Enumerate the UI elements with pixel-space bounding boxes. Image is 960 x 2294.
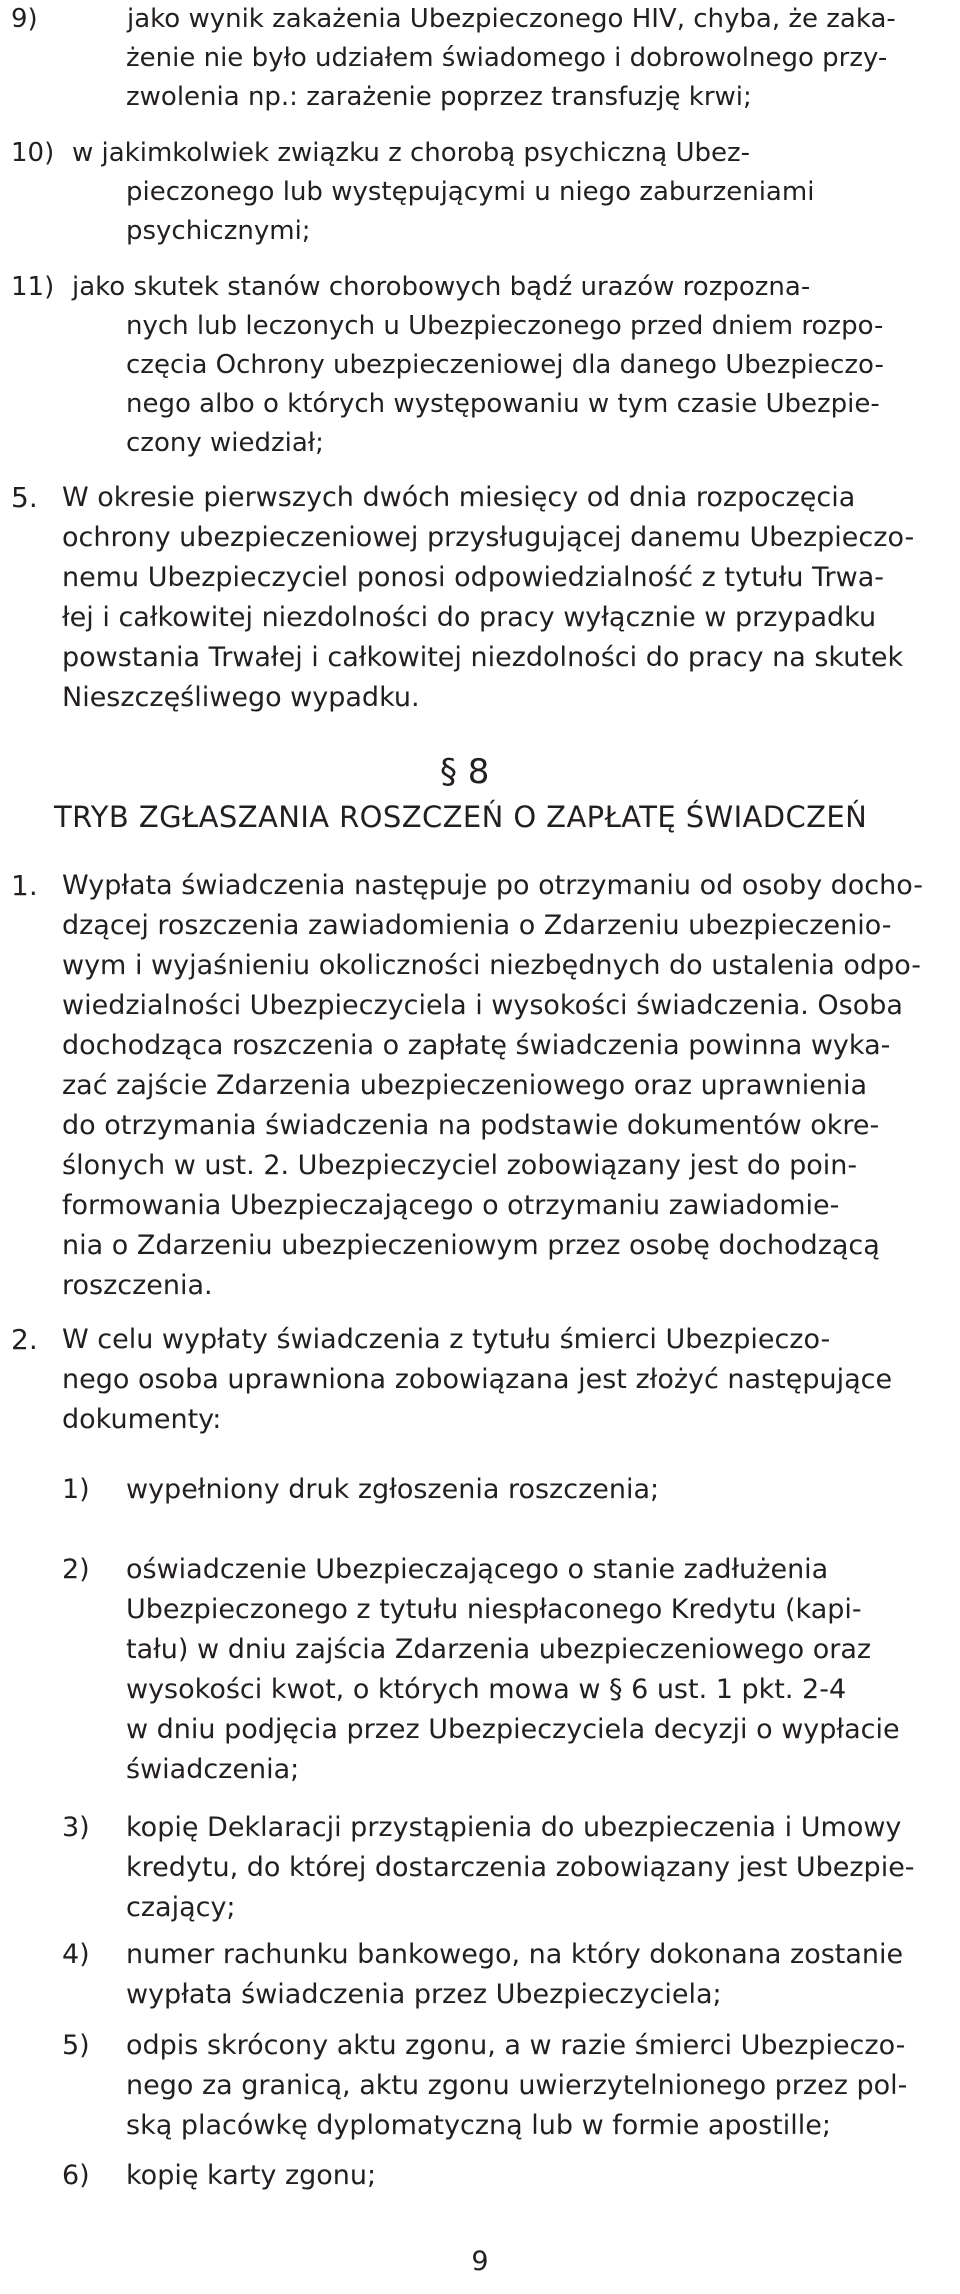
list-item-line: oświadczenie Ubezpieczającego o stanie zadłużenia xyxy=(126,1554,829,1585)
list-item-number: 1) xyxy=(62,1474,90,1505)
paragraph-text xyxy=(62,866,924,1306)
list-item-line: czający; xyxy=(126,1892,236,1923)
paragraph-line: formowania Ubezpieczającego o otrzymaniu zawiadomie- xyxy=(62,1190,840,1221)
list-item-line: tału) w dniu zajścia Zdarzenia ubezpieczeniowego oraz xyxy=(126,1634,872,1665)
paragraph-line: powstania Trwałej i całkowitej niezdolności do pracy na skutek xyxy=(62,642,904,673)
list-item-line: czony wiedział; xyxy=(126,428,324,458)
list-item-number: 9) xyxy=(11,4,38,34)
paragraph-line: łej i całkowitej niezdolności do pracy wyłącznie w przypadku xyxy=(62,602,877,633)
list-item-number: 10) xyxy=(11,138,55,168)
paragraph-text xyxy=(62,478,915,718)
list-item-number: 2) xyxy=(62,1554,90,1585)
paragraph-line: W okresie pierwszych dwóch miesięcy od dnia rozpoczęcia xyxy=(62,482,856,513)
list-item-line: kopię karty zgonu; xyxy=(126,2160,377,2191)
paragraph-line: wym i wyjaśnieniu okoliczności niezbędnych do ustalenia odpo- xyxy=(62,950,921,981)
paragraph-text xyxy=(62,1320,902,1440)
list-item-number: 3) xyxy=(62,1812,90,1843)
paragraph-line: roszczenia. xyxy=(62,1270,213,1301)
list-item-line: Ubezpieczonego z tytułu niespłaconego Kredytu (kapi- xyxy=(126,1594,862,1625)
list-item-line: nych lub leczonych u Ubezpieczonego przed dniem rozpo- xyxy=(126,311,884,341)
list-item-number: 6) xyxy=(62,2160,90,2191)
list-item-number: 5) xyxy=(62,2030,90,2061)
paragraph-line: dokumenty: xyxy=(62,1404,222,1435)
paragraph-line: Nieszczęśliwego wypadku. xyxy=(62,682,420,713)
list-item-line: częcia Ochrony ubezpieczeniowej dla danego Ubezpieczo- xyxy=(126,350,884,380)
paragraph-line: zać zajście Zdarzenia ubezpieczeniowego oraz uprawnienia xyxy=(62,1070,868,1101)
paragraph-line: ślonych w ust. 2. Ubezpieczyciel zobowiązany jest do poin- xyxy=(62,1150,858,1181)
paragraph-number: 1. xyxy=(11,869,38,902)
list-item-line: ską placówkę dyplomatyczną lub w formie apostille; xyxy=(126,2110,831,2141)
list-item-line: zwolenia np.: zarażenie poprzez transfuzję krwi; xyxy=(126,82,752,112)
list-item-line: wypełniony druk zgłoszenia roszczenia; xyxy=(126,1474,660,1505)
list-item-line: jako wynik zakażenia Ubezpieczonego HIV, chyba, że zaka- xyxy=(127,4,896,34)
list-item-line: pieczonego lub występującymi u niego zaburzeniami xyxy=(126,177,815,207)
list-item-line: wypłata świadczenia przez Ubezpieczyciela; xyxy=(126,1979,722,2010)
paragraph-line: W celu wypłaty świadczenia z tytułu śmierci Ubezpieczo- xyxy=(62,1324,831,1355)
list-item-number: 4) xyxy=(62,1939,90,1970)
paragraph-number: 2. xyxy=(11,1323,38,1356)
paragraph-line: Wypłata świadczenia następuje po otrzymaniu od osoby docho- xyxy=(62,870,924,901)
paragraph-number: 5. xyxy=(11,481,38,514)
list-item-line: świadczenia; xyxy=(126,1754,300,1785)
page-number: 9 xyxy=(471,2246,489,2277)
paragraph-line: nemu Ubezpieczyciel ponosi odpowiedzialność z tytułu Trwa- xyxy=(62,562,885,593)
paragraph-line: wiedzialności Ubezpieczyciela i wysokości świadczenia. Osoba xyxy=(62,990,903,1021)
paragraph-line: nego osoba uprawniona zobowiązana jest złożyć następujące xyxy=(62,1364,893,1395)
list-item-line: wysokości kwot, o których mowa w § 6 ust. 1 pkt. 2-4 xyxy=(126,1674,847,1705)
list-item-line: jako skutek stanów chorobowych bądź urazów rozpozna- xyxy=(72,272,811,302)
list-item-line: kopię Deklaracji przystąpienia do ubezpieczenia i Umowy xyxy=(126,1812,902,1843)
list-item-line: kredytu, do której dostarczenia zobowiązany jest Ubezpie- xyxy=(126,1852,915,1883)
list-item-number: 11) xyxy=(11,272,55,302)
paragraph-line: dzącej roszczenia zawiadomienia o Zdarzeniu ubezpieczenio- xyxy=(62,910,892,941)
list-item-line: psychicznymi; xyxy=(126,216,311,246)
list-item-line: odpis skrócony aktu zgonu, a w razie śmierci Ubezpieczo- xyxy=(126,2030,906,2061)
list-item-line: nego albo o których występowaniu w tym czasie Ubezpie- xyxy=(126,389,880,419)
list-item-line: nego za granicą, aktu zgonu uwierzytelnionego przez pol- xyxy=(126,2070,908,2101)
section-number: § 8 xyxy=(440,752,490,792)
section-title: TRYB ZGŁASZANIA ROSZCZEŃ O ZAPŁATĘ ŚWIADCZEŃ xyxy=(54,800,868,834)
list-item-line: w jakimkolwiek związku z chorobą psychiczną Ubez- xyxy=(72,138,751,168)
paragraph-line: nia o Zdarzeniu ubezpieczeniowym przez osobę dochodzącą xyxy=(62,1230,880,1261)
paragraph-line: ochrony ubezpieczeniowej przysługującej danemu Ubezpieczo- xyxy=(62,522,915,553)
paragraph-line: do otrzymania świadczenia na podstawie dokumentów okre- xyxy=(62,1110,880,1141)
paragraph-line: dochodząca roszczenia o zapłatę świadczenia powinna wyka- xyxy=(62,1030,891,1061)
list-item-line: w dniu podjęcia przez Ubezpieczyciela decyzji o wypłacie xyxy=(126,1714,900,1745)
list-item-line: żenie nie było udziałem świadomego i dobrowolnego przy- xyxy=(126,43,888,73)
list-item-line: numer rachunku bankowego, na który dokonana zostanie xyxy=(126,1939,904,1970)
